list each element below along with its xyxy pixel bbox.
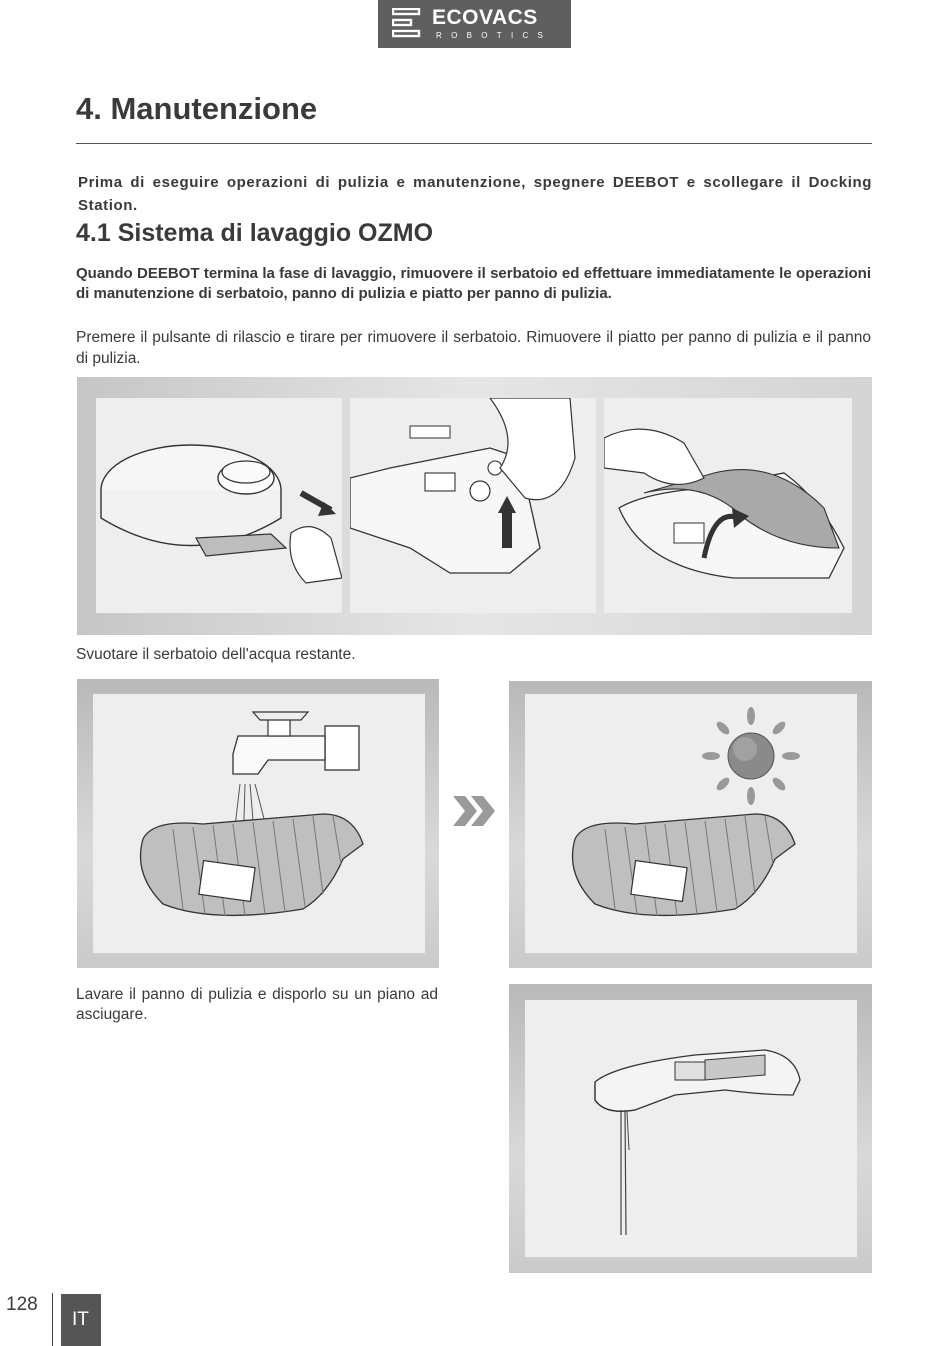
footer-divider — [52, 1293, 53, 1346]
title-divider — [76, 143, 872, 144]
logo-brand-text: ECOVACS — [432, 6, 538, 29]
safety-warning: Prima di eseguire operazioni di pulizia e manutenzione, spegnere DEEBOT e scollegare il Docking Station. — [78, 174, 872, 214]
page-title: 4. Manutenzione — [76, 91, 318, 126]
ecovacs-logo-icon — [392, 8, 422, 38]
removal-figure — [77, 377, 872, 635]
language-badge — [61, 1294, 101, 1346]
remove-cloth-illustration — [604, 398, 852, 613]
caption-wash-cloth: Lavare il panno di pulizia e disporlo su un piano ad asciugare. — [76, 986, 438, 1023]
language-label: IT — [72, 1309, 89, 1330]
page-number: 128 — [6, 1294, 38, 1315]
caption-empty-tank: Svuotare il serbatoio dell'acqua restante. — [76, 646, 356, 663]
instruction-paragraph: Premere il pulsante di rilascio e tirare per rimuovere il serbatoio. Rimuovere il piatto per panno di pulizia e il panno di pulizia. — [76, 329, 871, 367]
wash-cloth-figure — [77, 679, 439, 968]
intro-paragraph: Quando DEEBOT termina la fase di lavaggio, rimuovere il serbatoio ed effettuare immediatamente le operazioni di manutenzione di serbatoio, panno di pulizia e piatto per panno di pulizia. — [76, 265, 871, 302]
drain-tank-illustration — [525, 1000, 857, 1257]
drain-tank-figure — [509, 984, 872, 1273]
remove-plate-illustration — [350, 398, 596, 613]
dry-cloth-figure — [509, 681, 872, 968]
logo-sub-text: ROBOTICS — [436, 31, 553, 40]
double-chevron-right-icon — [453, 796, 497, 826]
brand-logo — [378, 0, 571, 48]
subsection-title: 4.1 Sistema di lavaggio OZMO — [76, 219, 434, 247]
remove-tank-illustration — [96, 398, 342, 613]
wash-cloth-under-tap-illustration — [93, 694, 425, 953]
dry-cloth-in-sun-illustration — [525, 694, 857, 953]
